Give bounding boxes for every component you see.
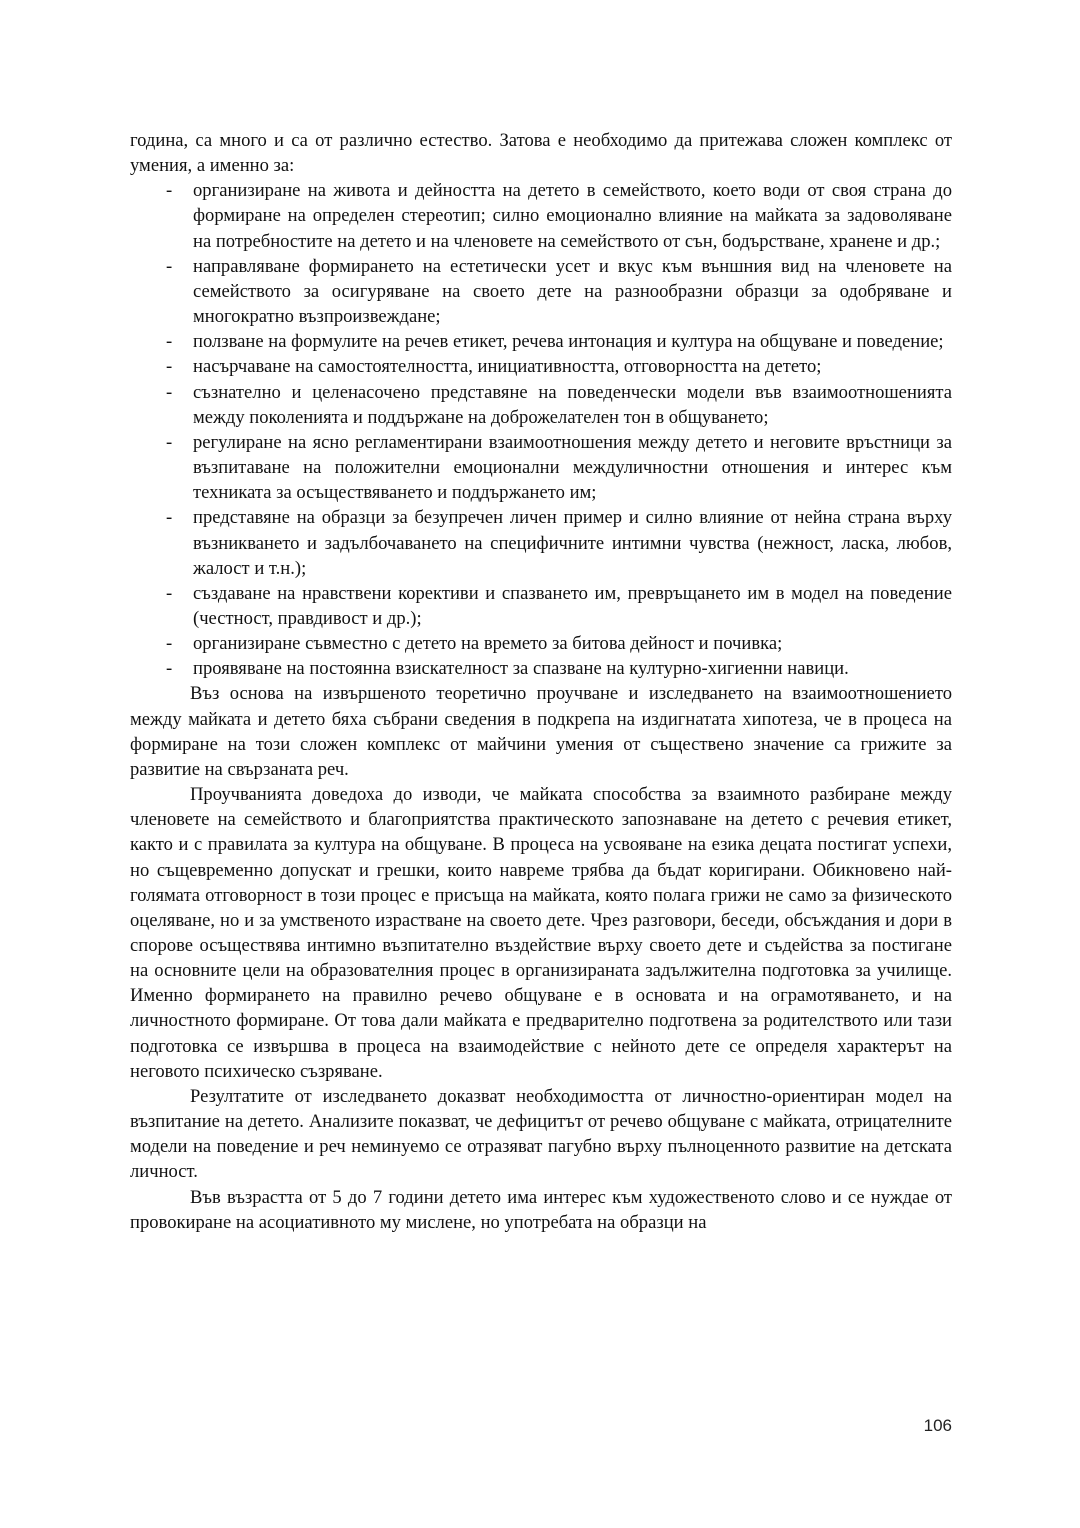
page-body	[130, 128, 952, 1235]
list-item: - насърчаване на самостоятелността, инициативността, отговорността на детето;	[193, 354, 952, 379]
intro-paragraph: година, са много и са от различно естество. Затова е необходимо да притежава сложен комплекс от умения, а именно за:	[130, 130, 952, 177]
list-item: - ползване на формулите на речев етикет, речева интонация и култура на общуване и поведение;	[193, 329, 952, 354]
list-item: - организиране на живота и дейността на детето в семейството, което води от своя страна до формиране на определен стереотип; силно емоционално влияние на майката за задоволяване на потребностите на детето и на членовете на семейството от сън, бодърстване, хранене и др.;	[193, 178, 952, 253]
body-paragraph: Проучванията доведоха до изводи, че майката способства за взаимното разбиране между членовете на семейството и благоприятства практическото запознаване на детето с речевия етикет, както и с правилата за култура на общуване. В процеса на усвояване на езика децата постигат успехи, но същевременно допускат и грешки, които навреме трябва да бъдат коригирани. Обикновено най-голямата отговорност в този процес е присъща на майката, която полага грижи не само за физическото оцеляване, но и за умственото израстване на своето дете. Чрез разговори, беседи, обсъждания и дори в спорове осъществява интимно възпитателно въздействие върху своето дете и съдейства за постигане на основните цели на образователния процес в организираната задължителна подготовка за училище. Именно формирането на правилно речево общуване е в основата и на ограмотяването, и на личностното формиране. От това дали майката е предварително подготвена за родителството или тази подготовка се извършва в процеса на взаимодействие с нейното дете се определя характерът на неговото психическо съзряване.	[130, 784, 952, 1082]
body-paragraph: Резултатите от изследването доказват необходимостта от личностно-ориентиран модел на възпитание на детето. Анализите показват, че дефицитът от речево общуване с майката, отрицателните модели на поведение и реч неминуемо се отразяват пагубно върху пълноценното развитие на детската личност.	[130, 1085, 952, 1183]
list-item: - съзнателно и целенасочено представяне на поведенчески модели във взаимоотношенията между поколенията и поддържане на доброжелателен тон в общуването;	[193, 380, 952, 430]
body-paragraph: Въз основа на извършеното теоретично проучване и изследването на взаимоотношението между майката и детето бяха събрани сведения в подкрепа на издигнатата хипотеза, че в процеса на формиране на този сложен комплекс от майчини умения от съществено значение са грижите за развитие на свързаната реч.	[130, 683, 952, 780]
list-item: - регулиране на ясно регламентирани взаимоотношения между детето и неговите връстници за възпитаване на положителни емоционални междуличностни отношения и интерес към техниката за осъществяването и поддържането им;	[193, 430, 952, 505]
page-number: 106	[923, 1416, 952, 1435]
list-item: - организиране съвместно с детето на времето за битова дейност и почивка;	[193, 631, 952, 656]
skills-list	[130, 178, 952, 681]
list-item: - създаване на нравствени корективи и спазването им, превръщането им в модел на поведение (честност, правдивост и др.);	[193, 581, 952, 631]
list-item: - направляване формирането на естетически усет и вкус към външния вид на членовете на семейството за осигуряване на своето дете на разнообразни образци за одобряване и многократно възпроизвеждане;	[193, 254, 952, 329]
list-item: - проявяване на постоянна взискателност за спазване на културно-хигиенни навици.	[193, 656, 952, 681]
body-paragraph: Във възрастта от 5 до 7 години детето има интерес към художественото слово и се нуждае от провокиране на асоциативното му мислене, но употребата на образци на	[130, 1186, 952, 1233]
list-item: - представяне на образци за безупречен личен пример и силно влияние от нейна страна върху възникването и задълбочаването на специфичните интимни чувства (нежност, ласка, любов, жалост и т.н.);	[193, 505, 952, 580]
